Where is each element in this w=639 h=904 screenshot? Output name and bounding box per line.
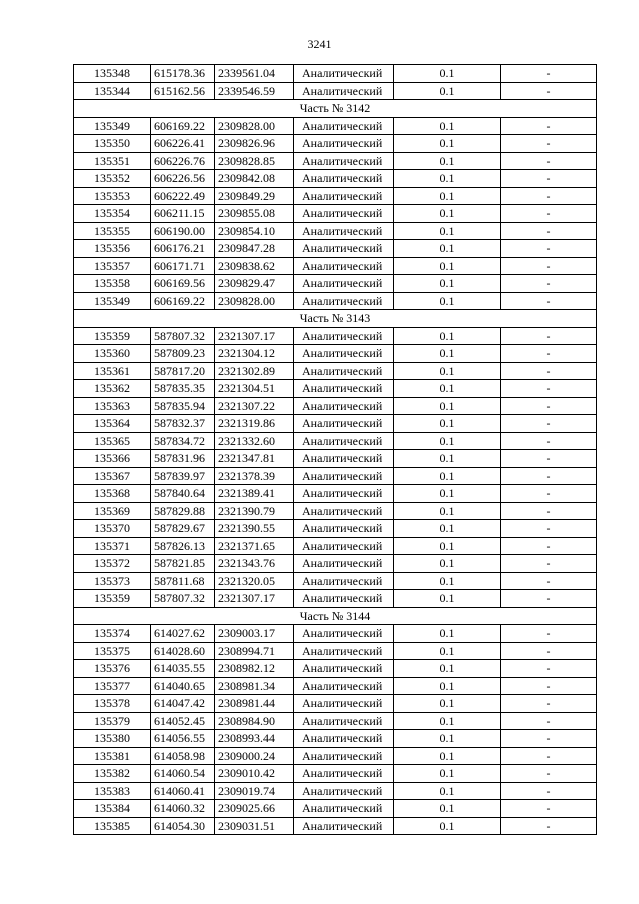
y-coordinate-cell: 2339561.04 (215, 65, 294, 83)
method-cell: Аналитический (294, 817, 394, 835)
x-coordinate-cell: 587809.23 (151, 345, 215, 363)
method-cell: Аналитический (294, 240, 394, 258)
method-cell: Аналитический (294, 65, 394, 83)
x-coordinate-cell: 587826.13 (151, 537, 215, 555)
accuracy-cell: 0.1 (394, 205, 501, 223)
point-number-cell: 135348 (74, 65, 151, 83)
table-row (74, 380, 597, 398)
method-cell: Аналитический (294, 747, 394, 765)
point-number-cell: 135376 (74, 660, 151, 678)
accuracy-cell: 0.1 (394, 327, 501, 345)
accuracy-cell: 0.1 (394, 520, 501, 538)
point-number-cell: 135385 (74, 817, 151, 835)
point-number-cell: 135384 (74, 800, 151, 818)
point-number-cell: 135349 (74, 117, 151, 135)
y-coordinate-cell: 2321319.86 (215, 415, 294, 433)
method-cell: Аналитический (294, 520, 394, 538)
x-coordinate-cell: 587835.94 (151, 397, 215, 415)
y-coordinate-cell: 2321307.17 (215, 327, 294, 345)
accuracy-cell: 0.1 (394, 222, 501, 240)
note-cell: - (501, 222, 597, 240)
note-cell: - (501, 170, 597, 188)
accuracy-cell: 0.1 (394, 765, 501, 783)
note-cell: - (501, 800, 597, 818)
method-cell: Аналитический (294, 170, 394, 188)
accuracy-cell: 0.1 (394, 537, 501, 555)
note-cell: - (501, 135, 597, 153)
x-coordinate-cell: 606226.56 (151, 170, 215, 188)
method-cell: Аналитический (294, 397, 394, 415)
y-coordinate-cell: 2321320.05 (215, 572, 294, 590)
y-coordinate-cell: 2321304.12 (215, 345, 294, 363)
x-coordinate-cell: 587831.96 (151, 450, 215, 468)
x-coordinate-cell: 587839.97 (151, 467, 215, 485)
table-row (74, 187, 597, 205)
accuracy-cell: 0.1 (394, 450, 501, 468)
accuracy-cell: 0.1 (394, 817, 501, 835)
note-cell: - (501, 380, 597, 398)
point-number-cell: 135355 (74, 222, 151, 240)
method-cell: Аналитический (294, 380, 394, 398)
y-coordinate-cell: 2309031.51 (215, 817, 294, 835)
note-cell: - (501, 257, 597, 275)
table-row (74, 345, 597, 363)
note-cell: - (501, 747, 597, 765)
x-coordinate-cell: 614054.30 (151, 817, 215, 835)
point-number-cell: 135374 (74, 625, 151, 643)
point-number-cell: 135381 (74, 747, 151, 765)
table-row (74, 135, 597, 153)
table-row (74, 327, 597, 345)
x-coordinate-cell: 614052.45 (151, 712, 215, 730)
point-number-cell: 135378 (74, 695, 151, 713)
method-cell: Аналитический (294, 660, 394, 678)
accuracy-cell: 0.1 (394, 677, 501, 695)
y-coordinate-cell: 2309003.17 (215, 625, 294, 643)
point-number-cell: 135360 (74, 345, 151, 363)
note-cell: - (501, 275, 597, 293)
accuracy-cell: 0.1 (394, 257, 501, 275)
part-header-row (74, 607, 597, 625)
y-coordinate-cell: 2308981.34 (215, 677, 294, 695)
method-cell: Аналитический (294, 467, 394, 485)
accuracy-cell: 0.1 (394, 782, 501, 800)
note-cell: - (501, 625, 597, 643)
y-coordinate-cell: 2309838.62 (215, 257, 294, 275)
point-number-cell: 135352 (74, 170, 151, 188)
method-cell: Аналитический (294, 765, 394, 783)
method-cell: Аналитический (294, 642, 394, 660)
point-number-cell: 135361 (74, 362, 151, 380)
method-cell: Аналитический (294, 292, 394, 310)
page-number: 3241 (307, 37, 332, 51)
note-cell: - (501, 117, 597, 135)
table-row (74, 152, 597, 170)
y-coordinate-cell: 2308993.44 (215, 730, 294, 748)
point-number-cell: 135344 (74, 82, 151, 100)
x-coordinate-cell: 606169.56 (151, 275, 215, 293)
y-coordinate-cell: 2308981.44 (215, 695, 294, 713)
x-coordinate-cell: 614028.60 (151, 642, 215, 660)
x-coordinate-cell: 615162.56 (151, 82, 215, 100)
point-number-cell: 135373 (74, 572, 151, 590)
table-row (74, 170, 597, 188)
accuracy-cell: 0.1 (394, 275, 501, 293)
y-coordinate-cell: 2321302.89 (215, 362, 294, 380)
y-coordinate-cell: 2309826.96 (215, 135, 294, 153)
table-row (74, 292, 597, 310)
accuracy-cell: 0.1 (394, 292, 501, 310)
note-cell: - (501, 415, 597, 433)
table-row (74, 660, 597, 678)
note-cell: - (501, 205, 597, 223)
table-row (74, 82, 597, 100)
note-cell: - (501, 572, 597, 590)
method-cell: Аналитический (294, 712, 394, 730)
point-number-cell: 135356 (74, 240, 151, 258)
x-coordinate-cell: 606226.41 (151, 135, 215, 153)
method-cell: Аналитический (294, 450, 394, 468)
table-row (74, 520, 597, 538)
method-cell: Аналитический (294, 502, 394, 520)
y-coordinate-cell: 2309855.08 (215, 205, 294, 223)
part-header-label: Часть № 3144 (74, 607, 597, 625)
x-coordinate-cell: 614060.32 (151, 800, 215, 818)
accuracy-cell: 0.1 (394, 747, 501, 765)
accuracy-cell: 0.1 (394, 590, 501, 608)
method-cell: Аналитический (294, 677, 394, 695)
accuracy-cell: 0.1 (394, 415, 501, 433)
method-cell: Аналитический (294, 135, 394, 153)
point-number-cell: 135366 (74, 450, 151, 468)
note-cell: - (501, 292, 597, 310)
point-number-cell: 135368 (74, 485, 151, 503)
note-cell: - (501, 642, 597, 660)
method-cell: Аналитический (294, 572, 394, 590)
x-coordinate-cell: 587807.32 (151, 327, 215, 345)
accuracy-cell: 0.1 (394, 240, 501, 258)
table-row (74, 257, 597, 275)
y-coordinate-cell: 2309849.29 (215, 187, 294, 205)
x-coordinate-cell: 614060.41 (151, 782, 215, 800)
y-coordinate-cell: 2308994.71 (215, 642, 294, 660)
method-cell: Аналитический (294, 327, 394, 345)
note-cell: - (501, 362, 597, 380)
y-coordinate-cell: 2309829.47 (215, 275, 294, 293)
y-coordinate-cell: 2309000.24 (215, 747, 294, 765)
accuracy-cell: 0.1 (394, 467, 501, 485)
x-coordinate-cell: 587817.20 (151, 362, 215, 380)
point-number-cell: 135380 (74, 730, 151, 748)
table-row (74, 240, 597, 258)
point-number-cell: 135350 (74, 135, 151, 153)
x-coordinate-cell: 606211.15 (151, 205, 215, 223)
note-cell: - (501, 660, 597, 678)
note-cell: - (501, 450, 597, 468)
x-coordinate-cell: 587821.85 (151, 555, 215, 573)
point-number-cell: 135363 (74, 397, 151, 415)
x-coordinate-cell: 614056.55 (151, 730, 215, 748)
accuracy-cell: 0.1 (394, 800, 501, 818)
accuracy-cell: 0.1 (394, 82, 501, 100)
x-coordinate-cell: 587834.72 (151, 432, 215, 450)
y-coordinate-cell: 2309842.08 (215, 170, 294, 188)
x-coordinate-cell: 606226.76 (151, 152, 215, 170)
method-cell: Аналитический (294, 152, 394, 170)
method-cell: Аналитический (294, 800, 394, 818)
point-number-cell: 135358 (74, 275, 151, 293)
x-coordinate-cell: 606176.21 (151, 240, 215, 258)
method-cell: Аналитический (294, 625, 394, 643)
x-coordinate-cell: 587835.35 (151, 380, 215, 398)
method-cell: Аналитический (294, 275, 394, 293)
table-row (74, 747, 597, 765)
method-cell: Аналитический (294, 537, 394, 555)
point-number-cell: 135351 (74, 152, 151, 170)
y-coordinate-cell: 2321347.81 (215, 450, 294, 468)
note-cell: - (501, 730, 597, 748)
point-number-cell: 135372 (74, 555, 151, 573)
note-cell: - (501, 397, 597, 415)
note-cell: - (501, 467, 597, 485)
table-row (74, 782, 597, 800)
x-coordinate-cell: 587829.88 (151, 502, 215, 520)
method-cell: Аналитический (294, 117, 394, 135)
accuracy-cell: 0.1 (394, 555, 501, 573)
note-cell: - (501, 502, 597, 520)
method-cell: Аналитический (294, 222, 394, 240)
part-header-label: Часть № 3142 (74, 100, 597, 118)
point-number-cell: 135365 (74, 432, 151, 450)
note-cell: - (501, 485, 597, 503)
note-cell: - (501, 817, 597, 835)
table-row (74, 205, 597, 223)
method-cell: Аналитический (294, 730, 394, 748)
point-number-cell: 135379 (74, 712, 151, 730)
point-number-cell: 135359 (74, 590, 151, 608)
y-coordinate-cell: 2321390.55 (215, 520, 294, 538)
table-row (74, 817, 597, 835)
accuracy-cell: 0.1 (394, 625, 501, 643)
x-coordinate-cell: 614035.55 (151, 660, 215, 678)
note-cell: - (501, 520, 597, 538)
x-coordinate-cell: 587832.37 (151, 415, 215, 433)
table-row (74, 642, 597, 660)
note-cell: - (501, 677, 597, 695)
note-cell: - (501, 152, 597, 170)
x-coordinate-cell: 606171.71 (151, 257, 215, 275)
x-coordinate-cell: 606222.49 (151, 187, 215, 205)
point-number-cell: 135359 (74, 327, 151, 345)
point-number-cell: 135382 (74, 765, 151, 783)
method-cell: Аналитический (294, 187, 394, 205)
table-row (74, 712, 597, 730)
table-row (74, 415, 597, 433)
table-row (74, 397, 597, 415)
point-number-cell: 135370 (74, 520, 151, 538)
table-row (74, 362, 597, 380)
method-cell: Аналитический (294, 415, 394, 433)
table-row (74, 502, 597, 520)
point-number-cell: 135349 (74, 292, 151, 310)
point-number-cell: 135354 (74, 205, 151, 223)
y-coordinate-cell: 2321332.60 (215, 432, 294, 450)
x-coordinate-cell: 614060.54 (151, 765, 215, 783)
y-coordinate-cell: 2321390.79 (215, 502, 294, 520)
table-row (74, 275, 597, 293)
table-row (74, 800, 597, 818)
table-row (74, 485, 597, 503)
y-coordinate-cell: 2309828.85 (215, 152, 294, 170)
note-cell: - (501, 432, 597, 450)
point-number-cell: 135364 (74, 415, 151, 433)
table-row (74, 625, 597, 643)
accuracy-cell: 0.1 (394, 345, 501, 363)
x-coordinate-cell: 587829.67 (151, 520, 215, 538)
x-coordinate-cell: 614047.42 (151, 695, 215, 713)
y-coordinate-cell: 2321371.65 (215, 537, 294, 555)
method-cell: Аналитический (294, 362, 394, 380)
y-coordinate-cell: 2308982.12 (215, 660, 294, 678)
note-cell: - (501, 327, 597, 345)
table-row (74, 467, 597, 485)
part-header-label: Часть № 3143 (74, 310, 597, 328)
accuracy-cell: 0.1 (394, 380, 501, 398)
accuracy-cell: 0.1 (394, 170, 501, 188)
method-cell: Аналитический (294, 345, 394, 363)
x-coordinate-cell: 587811.68 (151, 572, 215, 590)
accuracy-cell: 0.1 (394, 432, 501, 450)
coordinates-table-body (74, 65, 597, 835)
x-coordinate-cell: 587840.64 (151, 485, 215, 503)
accuracy-cell: 0.1 (394, 660, 501, 678)
method-cell: Аналитический (294, 82, 394, 100)
accuracy-cell: 0.1 (394, 695, 501, 713)
x-coordinate-cell: 587807.32 (151, 590, 215, 608)
method-cell: Аналитический (294, 205, 394, 223)
table-row (74, 572, 597, 590)
table-row (74, 65, 597, 83)
note-cell: - (501, 537, 597, 555)
point-number-cell: 135362 (74, 380, 151, 398)
y-coordinate-cell: 2321343.76 (215, 555, 294, 573)
x-coordinate-cell: 614058.98 (151, 747, 215, 765)
point-number-cell: 135377 (74, 677, 151, 695)
part-header-row (74, 100, 597, 118)
note-cell: - (501, 765, 597, 783)
note-cell: - (501, 695, 597, 713)
x-coordinate-cell: 606169.22 (151, 292, 215, 310)
table-row (74, 555, 597, 573)
point-number-cell: 135353 (74, 187, 151, 205)
method-cell: Аналитический (294, 432, 394, 450)
y-coordinate-cell: 2321389.41 (215, 485, 294, 503)
accuracy-cell: 0.1 (394, 135, 501, 153)
y-coordinate-cell: 2308984.90 (215, 712, 294, 730)
point-number-cell: 135357 (74, 257, 151, 275)
y-coordinate-cell: 2309010.42 (215, 765, 294, 783)
note-cell: - (501, 82, 597, 100)
accuracy-cell: 0.1 (394, 152, 501, 170)
accuracy-cell: 0.1 (394, 642, 501, 660)
point-number-cell: 135371 (74, 537, 151, 555)
table-row (74, 765, 597, 783)
y-coordinate-cell: 2321378.39 (215, 467, 294, 485)
method-cell: Аналитический (294, 555, 394, 573)
accuracy-cell: 0.1 (394, 730, 501, 748)
y-coordinate-cell: 2321304.51 (215, 380, 294, 398)
accuracy-cell: 0.1 (394, 712, 501, 730)
accuracy-cell: 0.1 (394, 65, 501, 83)
y-coordinate-cell: 2309828.00 (215, 292, 294, 310)
x-coordinate-cell: 614040.65 (151, 677, 215, 695)
point-number-cell: 135367 (74, 467, 151, 485)
accuracy-cell: 0.1 (394, 362, 501, 380)
y-coordinate-cell: 2309828.00 (215, 117, 294, 135)
y-coordinate-cell: 2309019.74 (215, 782, 294, 800)
x-coordinate-cell: 615178.36 (151, 65, 215, 83)
y-coordinate-cell: 2321307.22 (215, 397, 294, 415)
table-row (74, 537, 597, 555)
note-cell: - (501, 782, 597, 800)
table-row (74, 117, 597, 135)
note-cell: - (501, 555, 597, 573)
y-coordinate-cell: 2321307.17 (215, 590, 294, 608)
x-coordinate-cell: 606190.00 (151, 222, 215, 240)
point-number-cell: 135369 (74, 502, 151, 520)
note-cell: - (501, 65, 597, 83)
method-cell: Аналитический (294, 782, 394, 800)
accuracy-cell: 0.1 (394, 572, 501, 590)
table-row (74, 222, 597, 240)
point-number-cell: 135383 (74, 782, 151, 800)
table-row (74, 432, 597, 450)
y-coordinate-cell: 2339546.59 (215, 82, 294, 100)
note-cell: - (501, 187, 597, 205)
accuracy-cell: 0.1 (394, 485, 501, 503)
accuracy-cell: 0.1 (394, 117, 501, 135)
table-row (74, 450, 597, 468)
method-cell: Аналитический (294, 695, 394, 713)
note-cell: - (501, 345, 597, 363)
method-cell: Аналитический (294, 485, 394, 503)
table-row (74, 695, 597, 713)
note-cell: - (501, 240, 597, 258)
y-coordinate-cell: 2309854.10 (215, 222, 294, 240)
note-cell: - (501, 590, 597, 608)
method-cell: Аналитический (294, 257, 394, 275)
accuracy-cell: 0.1 (394, 397, 501, 415)
table-row (74, 590, 597, 608)
table-row (74, 677, 597, 695)
note-cell: - (501, 712, 597, 730)
part-header-row (74, 310, 597, 328)
point-number-cell: 135375 (74, 642, 151, 660)
x-coordinate-cell: 606169.22 (151, 117, 215, 135)
x-coordinate-cell: 614027.62 (151, 625, 215, 643)
accuracy-cell: 0.1 (394, 187, 501, 205)
coordinates-table (73, 64, 597, 835)
y-coordinate-cell: 2309025.66 (215, 800, 294, 818)
y-coordinate-cell: 2309847.28 (215, 240, 294, 258)
method-cell: Аналитический (294, 590, 394, 608)
accuracy-cell: 0.1 (394, 502, 501, 520)
table-row (74, 730, 597, 748)
